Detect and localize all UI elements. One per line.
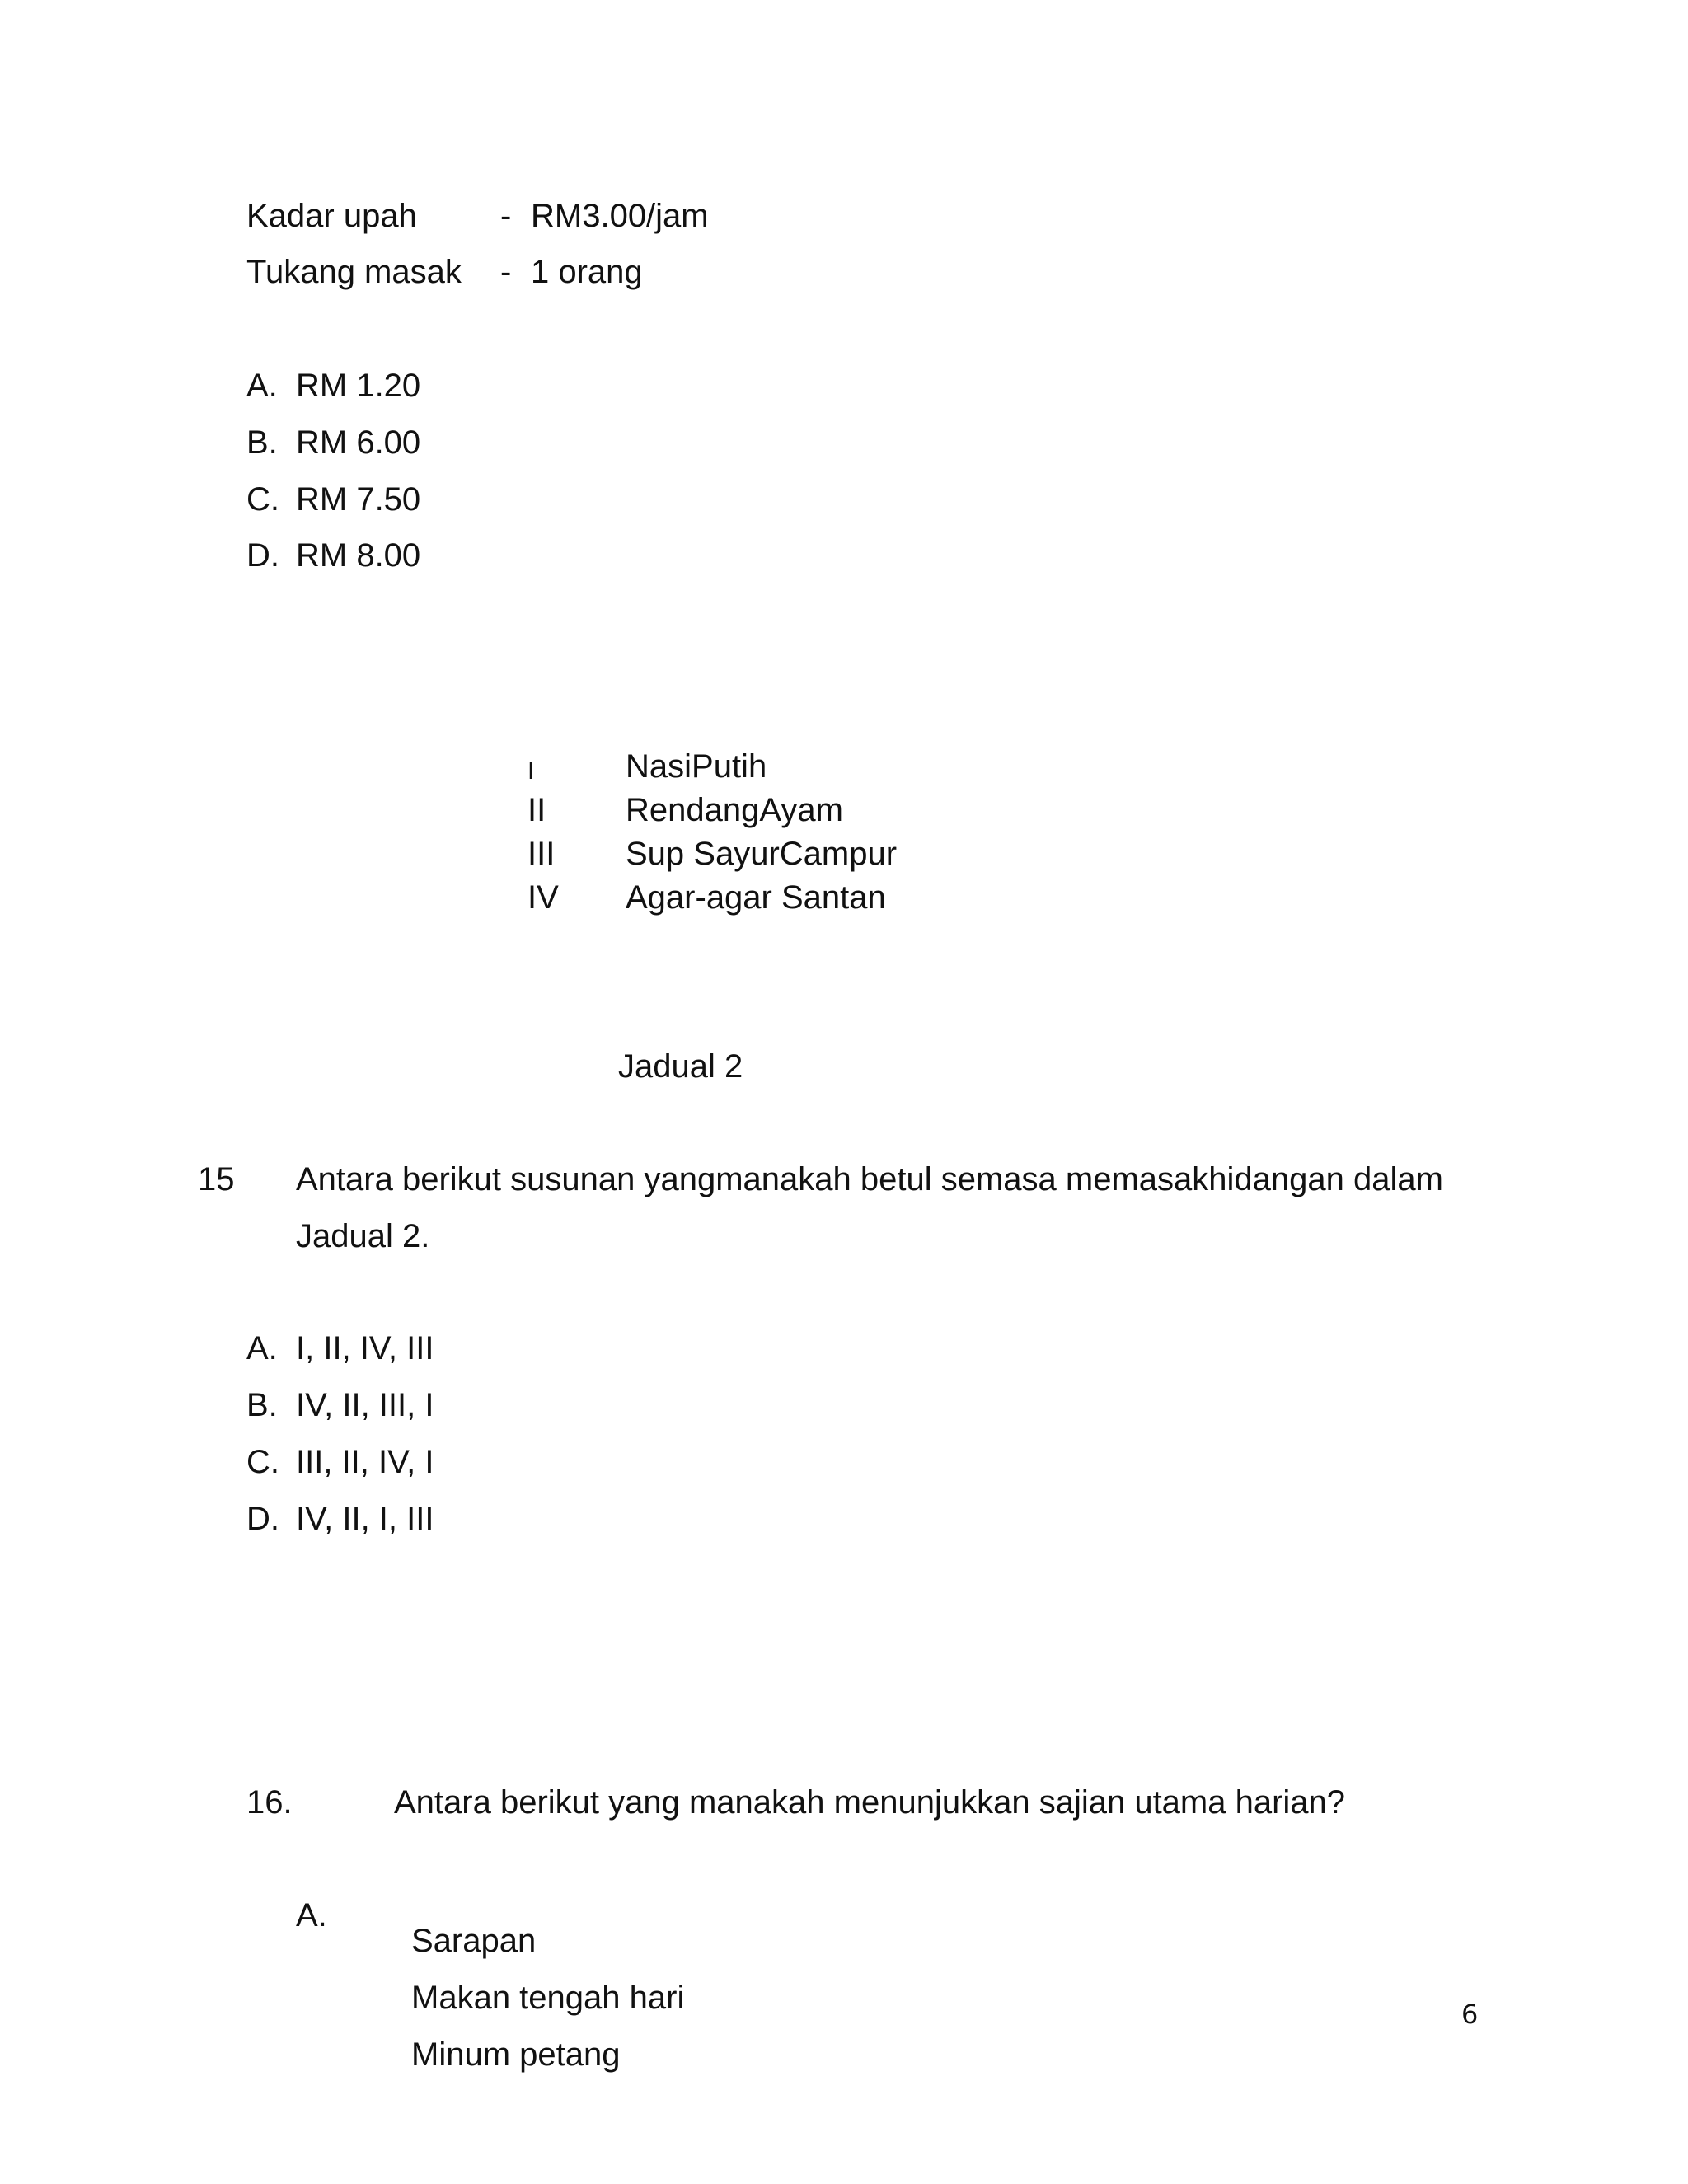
q15-option-text: III, II, IV, I xyxy=(296,1444,434,1480)
info-label-rate: Kadar upah xyxy=(246,198,417,234)
table2-numeral: IV xyxy=(528,879,559,916)
table2-caption: Jadual 2 xyxy=(618,1048,743,1085)
q14-option-letter: C. xyxy=(246,481,279,518)
q14-option-letter: A. xyxy=(246,368,278,404)
table2-numeral: III xyxy=(528,836,556,872)
q16-option-line: Minum petang xyxy=(411,2036,621,2073)
q14-option-text: RM 7.50 xyxy=(296,481,421,518)
page-number: 6 xyxy=(1461,1999,1479,2030)
q16-question: Antara berikut yang manakah menunjukkan sajian utama harian? xyxy=(394,1784,1346,1821)
q15-question-line2: Jadual 2. xyxy=(296,1218,430,1254)
info-value-cook: 1 orang xyxy=(531,254,643,290)
q15-option-text: IV, II, III, I xyxy=(296,1387,434,1423)
table2-dish: Agar-agar Santan xyxy=(626,879,886,916)
table2-numeral: II xyxy=(528,792,546,828)
table2-dish: Sup SayurCampur xyxy=(626,836,898,872)
q15-option-text: I, II, IV, III xyxy=(296,1330,434,1366)
table2-numeral: I xyxy=(528,757,535,785)
info-dash: - xyxy=(500,254,512,290)
q14-option-text: RM 1.20 xyxy=(296,368,421,404)
info-label-cook: Tukang masak xyxy=(246,254,462,290)
q15-option-letter: A. xyxy=(246,1330,278,1366)
q15-option-letter: D. xyxy=(246,1501,279,1537)
q16-option-letter: A. xyxy=(296,1897,327,1933)
q14-option-text: RM 6.00 xyxy=(296,424,421,461)
table2-dish: NasiPutih xyxy=(626,748,767,785)
q15-option-letter: B. xyxy=(246,1387,278,1423)
info-dash: - xyxy=(500,198,512,234)
q15-question-line1: Antara berikut susunan yangmanakah betul semasa memasakhidangan dalam xyxy=(296,1161,1443,1197)
q15-option-text: IV, II, I, III xyxy=(296,1501,434,1537)
q14-option-text: RM 8.00 xyxy=(296,537,421,574)
info-value-rate: RM3.00/jam xyxy=(531,198,709,234)
table2-dish: RendangAyam xyxy=(626,792,843,828)
q16-option-line: Sarapan xyxy=(411,1923,537,1959)
q16-option-line: Makan tengah hari xyxy=(411,1980,685,2016)
q14-option-letter: D. xyxy=(246,537,279,574)
q15-number: 15 xyxy=(198,1161,235,1197)
q15-option-letter: C. xyxy=(246,1444,279,1480)
q16-number: 16. xyxy=(246,1784,293,1821)
q14-option-letter: B. xyxy=(246,424,278,461)
